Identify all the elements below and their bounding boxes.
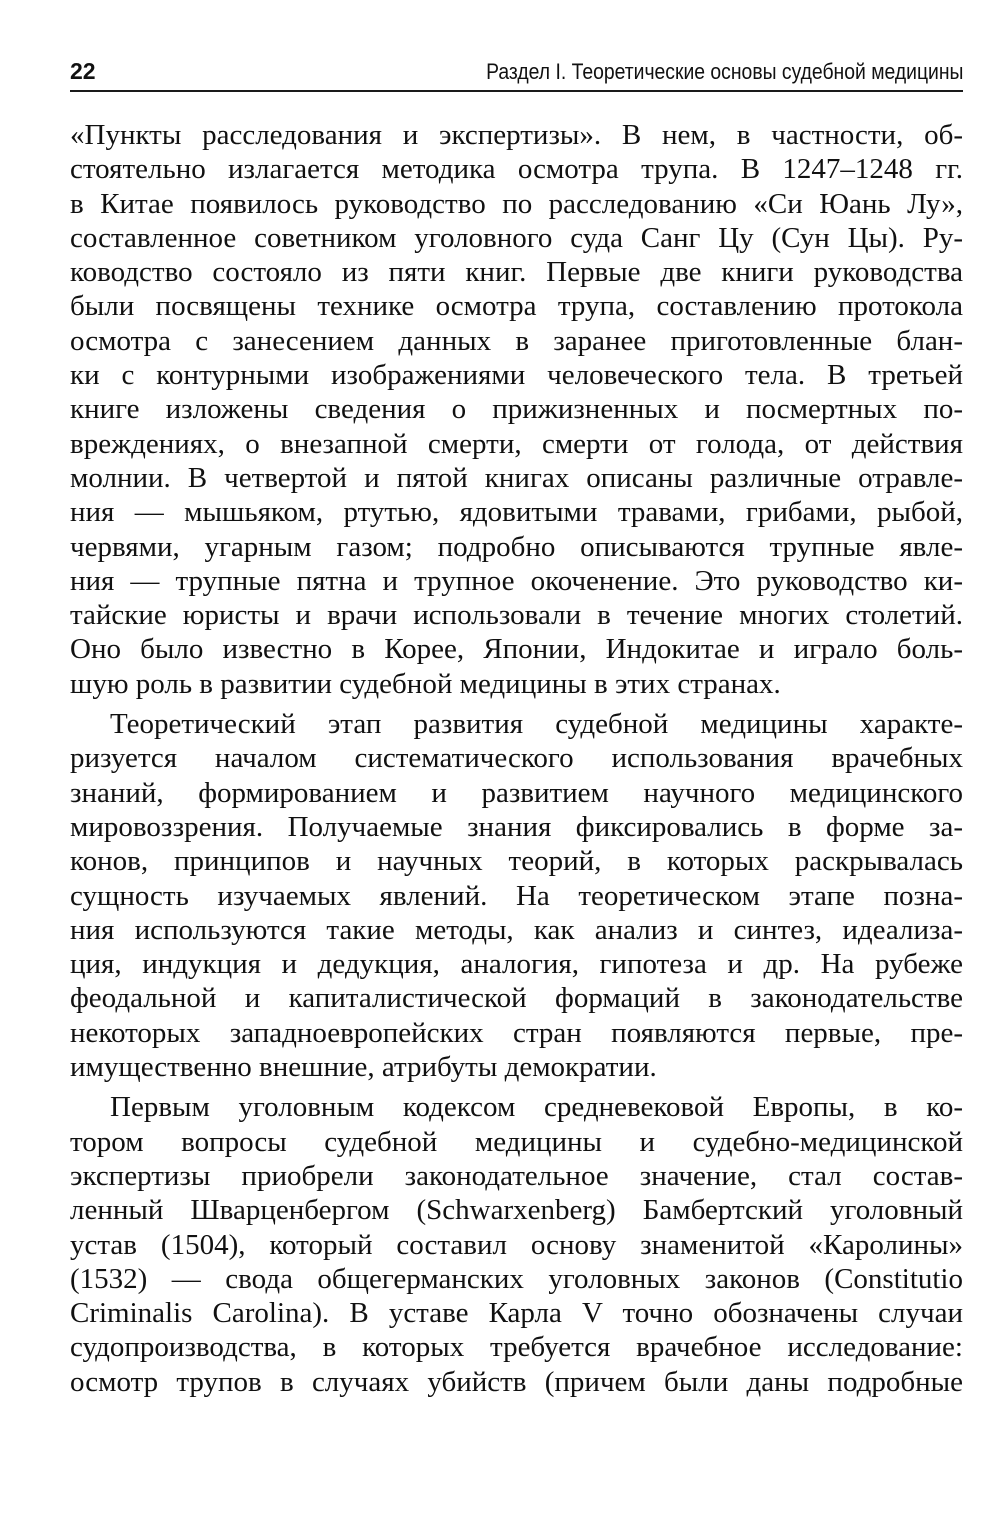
text-line: Первым уголовным кодексом средневековой Европы, в ко- [110,1091,963,1124]
text-line: осмотр трупов в случаях убийств (причем были даны подробные [70,1365,963,1398]
text-line: устав (1504), который составил основу знаменитой «Каролины» [70,1228,963,1261]
text-line: «Пункты расследования и экспертизы». В нем, в частности, об- [70,119,963,151]
text-line: тайские юристы и врачи использовали в течение многих столетий. [70,599,963,632]
paragraph-2 [70,707,963,1084]
text-line: вреждениях, о внезапной смерти, смерти от голода, от действия [70,427,963,460]
text-line: ния используются такие методы, как анализ и синтез, идеализа- [70,913,963,946]
text-line: конов, принципов и научных теорий, в которых раскрывалась [70,845,963,878]
page-number: 22 [70,58,96,84]
text-line: червями, угарным газом; подробно описываются трупные явле- [70,530,963,563]
text-line: ризуется началом систематического использования врачебных [70,742,963,775]
text-line: ки с контурными изображениями человеческого тела. В третьей [70,359,963,392]
text-line: осмотра с занесением данных в заранее приготовленные блан- [70,324,963,357]
running-header [70,56,963,92]
section-title: Раздел I. Теоретические основы судебной медицины [485,59,963,84]
text-line: феодальной и капиталистической формаций в законодательстве [70,982,963,1015]
text-line: ния — мышьяком, ртутью, ядовитыми травами, грибами, рыбой, [70,496,963,529]
text-line: книге изложены сведения о прижизненных и посмертных по- [70,393,963,426]
text-line: стоятельно излагается методика осмотра трупа. В 1247–1248 гг. [70,153,963,186]
text-line: экспертизы приобрели законодательное значение, стал состав- [70,1159,963,1192]
body-text [70,118,963,1399]
text-line: Теоретический этап развития судебной медицины характе- [110,708,963,741]
text-line: ция, индукция и дедукция, аналогия, гипотеза и др. На рубеже [70,948,963,981]
text-line: молнии. В четвертой и пятой книгах описаны различные отравле- [70,461,963,494]
text-line: ния — трупные пятна и трупное окоченение. Это руководство ки- [70,564,963,597]
text-line: шую роль в развитии судебной медицины в этих странах. [70,667,781,700]
text-line: составленное советником уголовного суда Санг Цу (Сун Цы). Ру- [70,221,963,254]
text-line: знаний, формированием и развитием научного медицинского [70,776,963,809]
text-line: некоторых западноевропейских стран появляются первые, пре- [70,1016,963,1049]
text-line: Criminalis Carolina). В уставе Карла V точно обозначены случаи [70,1297,963,1330]
text-line: судопроизводства, в которых требуется врачебное исследование: [70,1331,963,1364]
text-line: имущественно внешние, атрибуты демократии. [70,1051,657,1084]
text-line: были посвящены технике осмотра трупа, составлению протокола [70,290,963,323]
text-line: (1532) — свода общегерманских уголовных законов (Constitutio [70,1262,963,1295]
text-line: Оно было известно в Корее, Японии, Индокитае и играло боль- [70,633,963,666]
text-line: тором вопросы судебной медицины и судебно-медицинской [70,1125,963,1158]
text-line: сущность изучаемых явлений. На теоретическом этапе позна- [70,879,963,912]
paragraph-3 [70,1090,963,1399]
text-line: ководство состояло из пяти книг. Первые две книги руководства [70,256,963,289]
text-line: в Китае появилось руководство по расследованию «Си Юань Лу», [70,187,963,220]
text-line: ленный Шварценбергом (Schwarxenberg) Бамбертский уголовный [70,1194,963,1227]
text-line: мировоззрения. Получаемые знания фиксировались в форме за- [70,810,963,843]
paragraph-1 [70,118,963,701]
